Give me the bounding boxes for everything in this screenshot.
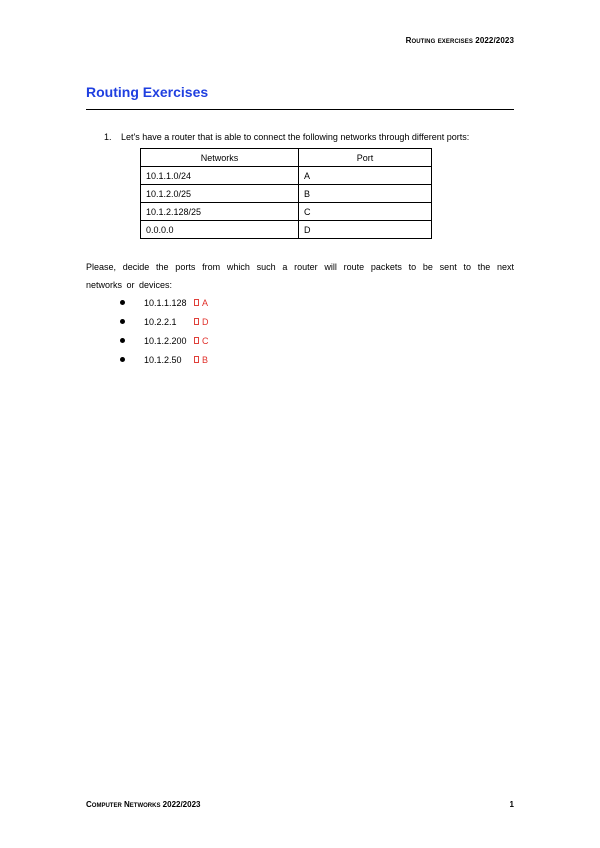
port-cell: D — [299, 221, 432, 239]
answer-port: A — [202, 297, 209, 308]
network-cell: 10.1.2.0/25 — [141, 185, 299, 203]
column-header-port: Port — [299, 149, 432, 167]
answer-ip: 10.1.2.200 — [144, 335, 187, 346]
network-cell: 0.0.0.0 — [141, 221, 299, 239]
bullet-icon — [120, 300, 125, 305]
question-text: Let's have a router that is able to connect the following networks through different ports: — [121, 132, 470, 142]
arrow-glyph-icon — [194, 356, 199, 363]
answer-ip: 10.1.1.128 — [144, 297, 187, 308]
title-divider — [86, 109, 514, 110]
arrow-glyph-icon — [194, 299, 199, 306]
table-row — [141, 167, 432, 185]
running-header: Routing exercises 2022/2023 — [405, 36, 514, 45]
list-item — [120, 312, 209, 331]
table-header-row — [141, 149, 432, 167]
footer-page-number: 1 — [509, 800, 514, 809]
table-row — [141, 221, 432, 239]
answer-port: C — [202, 335, 209, 346]
question-1 — [104, 132, 516, 142]
answer-list — [120, 293, 209, 369]
list-item — [120, 293, 209, 312]
port-cell: B — [299, 185, 432, 203]
answer-ip: 10.1.2.50 — [144, 354, 182, 365]
list-item — [120, 331, 209, 350]
network-cell: 10.1.1.0/24 — [141, 167, 299, 185]
answer-port: B — [202, 354, 209, 365]
arrow-glyph-icon — [194, 337, 199, 344]
table-row — [141, 203, 432, 221]
routing-table — [140, 148, 432, 239]
question-number: 1. — [104, 132, 112, 142]
bullet-icon — [120, 319, 125, 324]
answer-port: D — [202, 316, 209, 327]
instruction-paragraph: Please, decide the ports from which such a router will route packets to be sent to the next networks or devices: — [86, 262, 514, 290]
bullet-icon — [120, 357, 125, 362]
port-cell: C — [299, 203, 432, 221]
bullet-icon — [120, 338, 125, 343]
answer-ip: 10.2.2.1 — [144, 316, 177, 327]
port-cell: A — [299, 167, 432, 185]
list-item — [120, 350, 209, 369]
arrow-glyph-icon — [194, 318, 199, 325]
footer-course: Computer Networks 2022/2023 — [86, 800, 201, 809]
network-cell: 10.1.2.128/25 — [141, 203, 299, 221]
document-title: Routing Exercises — [86, 84, 209, 100]
table-row — [141, 185, 432, 203]
column-header-networks: Networks — [141, 149, 299, 167]
